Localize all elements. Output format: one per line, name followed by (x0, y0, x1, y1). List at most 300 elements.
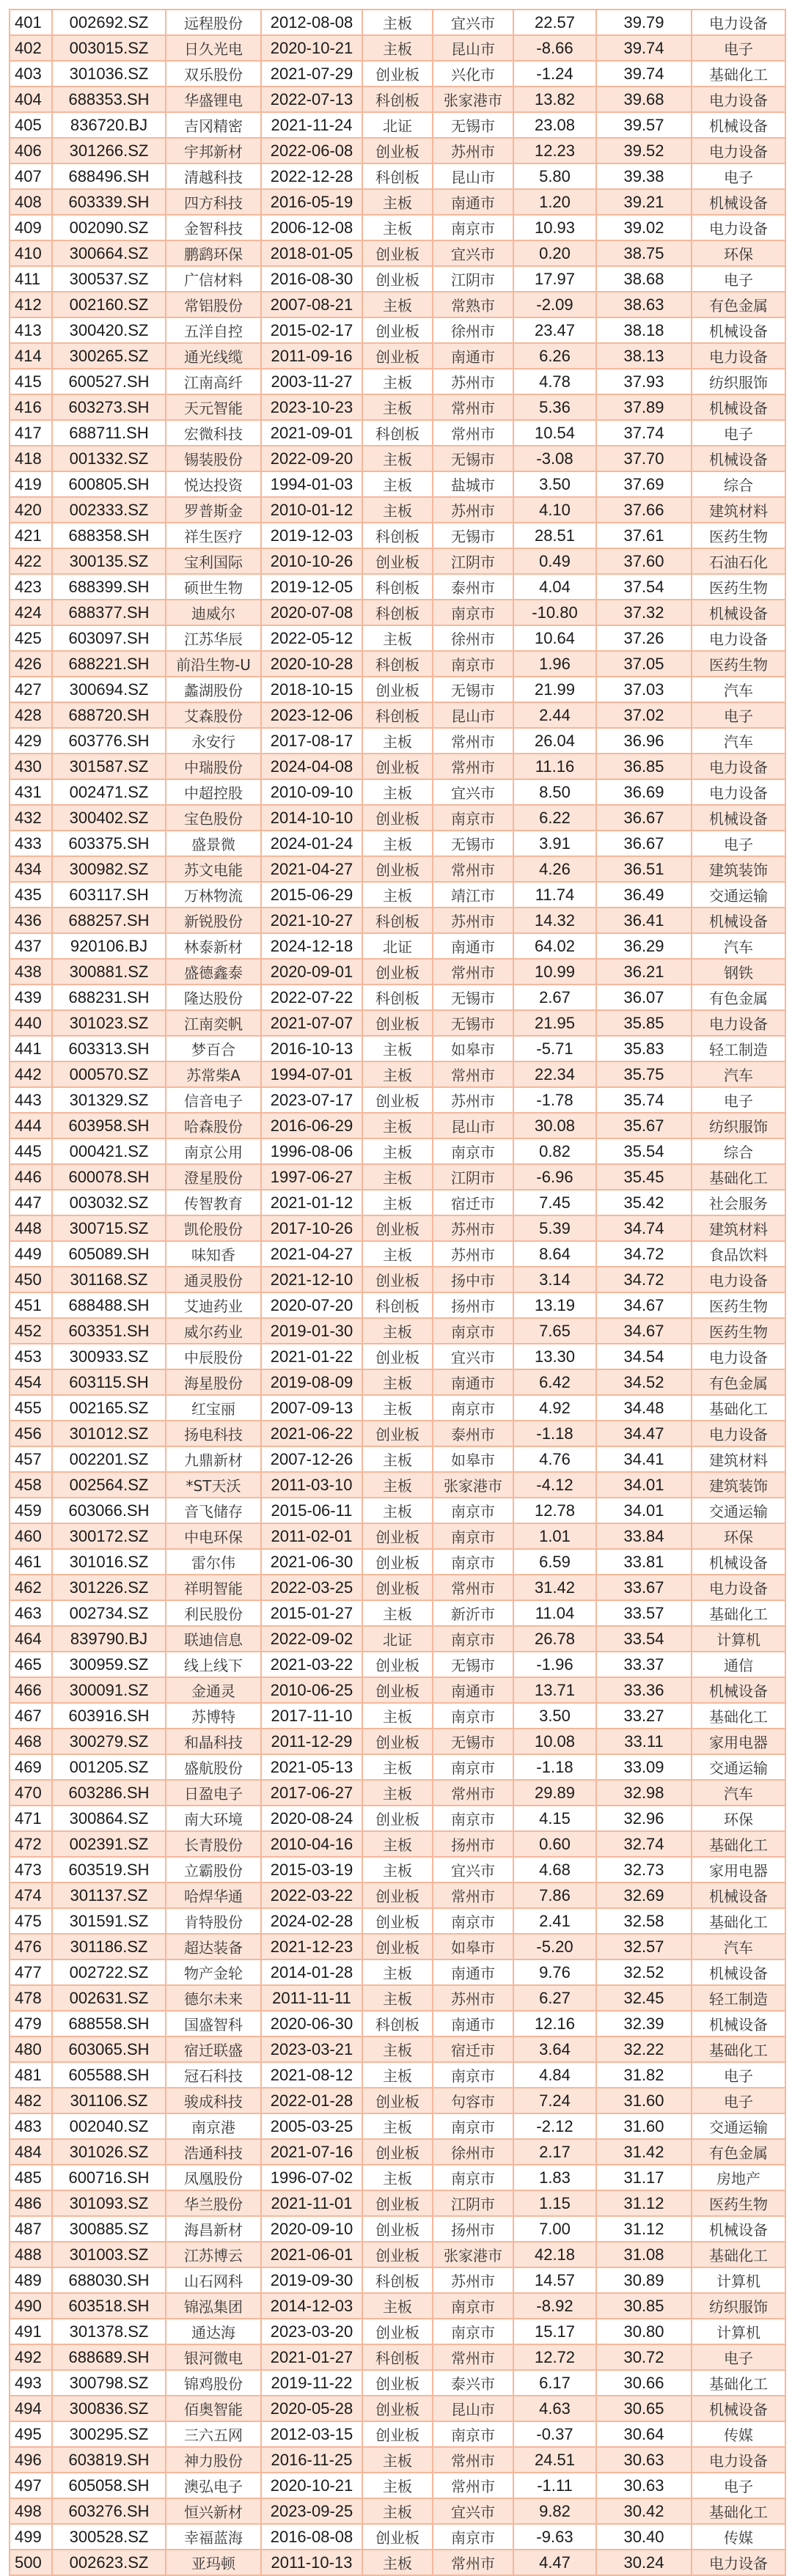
value-a-cell: 4.84 (513, 2062, 596, 2088)
value-a-cell: 1.15 (513, 2190, 596, 2216)
rank-cell: 423 (10, 574, 52, 600)
value-b-cell: 37.02 (596, 702, 692, 728)
name-cell: 红宝丽 (166, 1395, 261, 1421)
city-cell: 常熟市 (433, 292, 513, 317)
industry-cell: 电子 (692, 2344, 785, 2370)
code-cell: 300091.SZ (52, 1677, 166, 1703)
name-cell: 宝色股份 (166, 805, 261, 831)
value-b-cell: 30.85 (596, 2293, 692, 2319)
value-b-cell: 37.26 (596, 625, 692, 651)
table-row (10, 1600, 785, 1626)
rank-cell: 448 (10, 1215, 52, 1241)
board-cell: 科创板 (362, 985, 433, 1010)
name-cell: 华兰股份 (166, 2190, 261, 2216)
value-b-cell: 35.54 (596, 1138, 692, 1164)
table-row (10, 1780, 785, 1806)
rank-cell: 426 (10, 651, 52, 677)
rank-cell: 401 (10, 10, 52, 35)
rank-cell: 489 (10, 2267, 52, 2293)
industry-cell: 基础化工 (692, 1600, 785, 1626)
code-cell: 000570.SZ (52, 1061, 166, 1087)
city-cell: 宿迁市 (433, 2036, 513, 2062)
value-b-cell: 30.63 (596, 2473, 692, 2498)
city-cell: 南京市 (433, 2524, 513, 2550)
value-a-cell: 2.44 (513, 702, 596, 728)
rank-cell: 428 (10, 702, 52, 728)
table-row (10, 2242, 785, 2267)
rank-cell: 467 (10, 1703, 52, 1729)
board-cell: 创业板 (362, 1883, 433, 1908)
board-cell: 创业板 (362, 266, 433, 292)
city-cell: 昆山市 (433, 163, 513, 189)
list-date-cell: 2020-09-01 (261, 959, 362, 985)
rank-cell: 479 (10, 2011, 52, 2036)
city-cell: 如皋市 (433, 1934, 513, 1959)
city-cell: 徐州市 (433, 317, 513, 343)
industry-cell: 有色金属 (692, 292, 785, 317)
table-row (10, 1498, 785, 1523)
code-cell: 688221.SH (52, 651, 166, 677)
rank-cell: 463 (10, 1600, 52, 1626)
name-cell: 江南奕帆 (166, 1010, 261, 1036)
table-row (10, 369, 785, 394)
industry-cell: 环保 (692, 1523, 785, 1549)
city-cell: 南京市 (433, 2293, 513, 2319)
industry-cell: 基础化工 (692, 2036, 785, 2062)
city-cell: 常州市 (433, 1575, 513, 1600)
rank-cell: 425 (10, 625, 52, 651)
table-row (10, 2036, 785, 2062)
industry-cell: 综合 (692, 1138, 785, 1164)
rank-cell: 481 (10, 2062, 52, 2088)
name-cell: 南京公用 (166, 1138, 261, 1164)
table-row (10, 2447, 785, 2473)
list-date-cell: 2021-06-22 (261, 1421, 362, 1446)
name-cell: 澳弘电子 (166, 2473, 261, 2498)
board-cell: 主板 (362, 1600, 433, 1626)
rank-cell: 453 (10, 1344, 52, 1369)
code-cell: 920106.BJ (52, 933, 166, 959)
industry-cell: 纺织服饰 (692, 2293, 785, 2319)
list-date-cell: 2021-01-12 (261, 1190, 362, 1215)
name-cell: 三六五网 (166, 2421, 261, 2447)
value-b-cell: 37.60 (596, 548, 692, 574)
industry-cell: 汽车 (692, 1934, 785, 1959)
table-row (10, 1652, 785, 1677)
value-a-cell: 4.68 (513, 1857, 596, 1883)
list-date-cell: 2016-08-08 (261, 2524, 362, 2550)
city-cell: 宜兴市 (433, 1857, 513, 1883)
list-date-cell: 1994-01-03 (261, 471, 362, 497)
rank-cell: 473 (10, 1857, 52, 1883)
list-date-cell: 1994-07-01 (261, 1061, 362, 1087)
city-cell: 常州市 (433, 754, 513, 779)
table-row (10, 1292, 785, 1318)
table-row (10, 471, 785, 497)
list-date-cell: 2018-01-05 (261, 240, 362, 266)
rank-cell: 440 (10, 1010, 52, 1036)
table-row (10, 2396, 785, 2421)
city-cell: 南京市 (433, 2421, 513, 2447)
table-row (10, 266, 785, 292)
name-cell: 远程股份 (166, 10, 261, 35)
rank-cell: 475 (10, 1908, 52, 1934)
industry-cell: 电力设备 (692, 2550, 785, 2575)
city-cell: 常州市 (433, 2447, 513, 2473)
value-b-cell: 39.38 (596, 163, 692, 189)
value-a-cell: 6.27 (513, 1985, 596, 2011)
value-b-cell: 34.41 (596, 1446, 692, 1472)
list-date-cell: 2022-07-13 (261, 87, 362, 112)
name-cell: 五洋自控 (166, 317, 261, 343)
name-cell: *ST天沃 (166, 1472, 261, 1498)
code-cell: 301093.SZ (52, 2190, 166, 2216)
code-cell: 301012.SZ (52, 1421, 166, 1446)
value-a-cell: -1.96 (513, 1652, 596, 1677)
rank-cell: 446 (10, 1164, 52, 1190)
value-b-cell: 36.07 (596, 985, 692, 1010)
code-cell: 603958.SH (52, 1113, 166, 1138)
industry-cell: 基础化工 (692, 1908, 785, 1934)
board-cell: 主板 (362, 1857, 433, 1883)
value-a-cell: 5.36 (513, 394, 596, 420)
board-cell: 创业板 (362, 2190, 433, 2216)
value-a-cell: 11.04 (513, 1600, 596, 1626)
value-a-cell: 12.78 (513, 1498, 596, 1523)
code-cell: 002090.SZ (52, 215, 166, 240)
value-b-cell: 30.89 (596, 2267, 692, 2293)
city-cell: 宜兴市 (433, 2498, 513, 2524)
value-b-cell: 30.42 (596, 2498, 692, 2524)
city-cell: 泰州市 (433, 1421, 513, 1446)
value-a-cell: 3.91 (513, 831, 596, 856)
code-cell: 002623.SZ (52, 2550, 166, 2575)
name-cell: 海星股份 (166, 1369, 261, 1395)
board-cell: 科创板 (362, 702, 433, 728)
value-b-cell: 36.85 (596, 754, 692, 779)
rank-cell: 468 (10, 1729, 52, 1754)
city-cell: 扬州市 (433, 1831, 513, 1857)
rank-cell: 491 (10, 2319, 52, 2344)
city-cell: 靖江市 (433, 882, 513, 908)
name-cell: 线上线下 (166, 1652, 261, 1677)
table-row (10, 1190, 785, 1215)
rank-cell: 488 (10, 2242, 52, 2267)
list-date-cell: 2015-06-29 (261, 882, 362, 908)
city-cell: 苏州市 (433, 497, 513, 523)
value-b-cell: 33.11 (596, 1729, 692, 1754)
code-cell: 603819.SH (52, 2447, 166, 2473)
code-cell: 300295.SZ (52, 2421, 166, 2447)
name-cell: 金通灵 (166, 1677, 261, 1703)
list-date-cell: 2021-01-27 (261, 2344, 362, 2370)
board-cell: 主板 (362, 394, 433, 420)
code-cell: 002165.SZ (52, 1395, 166, 1421)
city-cell: 如皋市 (433, 1036, 513, 1061)
city-cell: 昆山市 (433, 702, 513, 728)
city-cell: 苏州市 (433, 138, 513, 163)
code-cell: 688711.SH (52, 420, 166, 446)
list-date-cell: 2023-03-20 (261, 2319, 362, 2344)
city-cell: 泰兴市 (433, 2370, 513, 2396)
name-cell: 凯伦股份 (166, 1215, 261, 1241)
city-cell: 南京市 (433, 1498, 513, 1523)
city-cell: 江阴市 (433, 548, 513, 574)
list-date-cell: 2012-08-08 (261, 10, 362, 35)
city-cell: 南京市 (433, 2113, 513, 2139)
industry-cell: 基础化工 (692, 1395, 785, 1421)
value-b-cell: 30.64 (596, 2421, 692, 2447)
value-b-cell: 38.68 (596, 266, 692, 292)
city-cell: 苏州市 (433, 1215, 513, 1241)
industry-cell: 电力设备 (692, 138, 785, 163)
value-a-cell: 2.17 (513, 2139, 596, 2165)
rank-cell: 457 (10, 1446, 52, 1472)
board-cell: 创业板 (362, 959, 433, 985)
list-date-cell: 2021-07-29 (261, 61, 362, 87)
industry-cell: 基础化工 (692, 1703, 785, 1729)
code-cell: 605058.SH (52, 2473, 166, 2498)
value-a-cell: -1.18 (513, 1754, 596, 1780)
value-b-cell: 38.75 (596, 240, 692, 266)
table-row (10, 87, 785, 112)
code-cell: 603115.SH (52, 1369, 166, 1395)
list-date-cell: 2020-07-20 (261, 1292, 362, 1318)
table-row (10, 1677, 785, 1703)
value-b-cell: 37.61 (596, 523, 692, 548)
list-date-cell: 2021-01-22 (261, 1344, 362, 1369)
list-date-cell: 2020-06-30 (261, 2011, 362, 2036)
list-date-cell: 2011-03-10 (261, 1472, 362, 1498)
rank-cell: 494 (10, 2396, 52, 2421)
city-cell: 昆山市 (433, 35, 513, 61)
table-row (10, 1446, 785, 1472)
name-cell: 和晶科技 (166, 1729, 261, 1754)
code-cell: 300279.SZ (52, 1729, 166, 1754)
code-cell: 603273.SH (52, 394, 166, 420)
table-row (10, 163, 785, 189)
list-date-cell: 2021-09-01 (261, 420, 362, 446)
rank-cell: 444 (10, 1113, 52, 1138)
name-cell: 鹏鹞环保 (166, 240, 261, 266)
table-row (10, 446, 785, 471)
value-b-cell: 30.40 (596, 2524, 692, 2550)
table-row (10, 1369, 785, 1395)
list-date-cell: 2024-01-24 (261, 831, 362, 856)
industry-cell: 电力设备 (692, 625, 785, 651)
list-date-cell: 1997-06-27 (261, 1164, 362, 1190)
list-date-cell: 2020-09-10 (261, 2216, 362, 2242)
value-b-cell: 31.17 (596, 2165, 692, 2190)
value-a-cell: 64.02 (513, 933, 596, 959)
rank-cell: 470 (10, 1780, 52, 1806)
list-date-cell: 2021-05-13 (261, 1754, 362, 1780)
city-cell: 南京市 (433, 1703, 513, 1729)
list-date-cell: 2020-10-28 (261, 651, 362, 677)
city-cell: 无锡市 (433, 677, 513, 702)
value-b-cell: 39.57 (596, 112, 692, 138)
industry-cell: 电力设备 (692, 215, 785, 240)
board-cell: 主板 (362, 1164, 433, 1190)
value-a-cell: 4.78 (513, 369, 596, 394)
board-cell: 科创板 (362, 600, 433, 625)
industry-cell: 电子 (692, 420, 785, 446)
code-cell: 300528.SZ (52, 2524, 166, 2550)
name-cell: 梦百合 (166, 1036, 261, 1061)
city-cell: 徐州市 (433, 2139, 513, 2165)
city-cell: 南京市 (433, 1523, 513, 1549)
table-row (10, 1087, 785, 1113)
rank-cell: 458 (10, 1472, 52, 1498)
value-b-cell: 35.42 (596, 1190, 692, 1215)
city-cell: 苏州市 (433, 908, 513, 933)
rank-cell: 466 (10, 1677, 52, 1703)
value-a-cell: 3.14 (513, 1267, 596, 1292)
city-cell: 无锡市 (433, 446, 513, 471)
name-cell: 日久光电 (166, 35, 261, 61)
industry-cell: 电力设备 (692, 1344, 785, 1369)
industry-cell: 基础化工 (692, 1831, 785, 1857)
industry-cell: 基础化工 (692, 2242, 785, 2267)
rank-cell: 480 (10, 2036, 52, 2062)
code-cell: 003032.SZ (52, 1190, 166, 1215)
rank-cell: 464 (10, 1626, 52, 1652)
value-a-cell: 2.41 (513, 1908, 596, 1934)
city-cell: 宿迁市 (433, 1190, 513, 1215)
rank-cell: 405 (10, 112, 52, 138)
industry-cell: 轻工制造 (692, 1036, 785, 1061)
industry-cell: 汽车 (692, 933, 785, 959)
list-date-cell: 2015-02-17 (261, 317, 362, 343)
table-row (10, 1318, 785, 1344)
industry-cell: 电子 (692, 2062, 785, 2088)
value-a-cell: 13.19 (513, 1292, 596, 1318)
value-b-cell: 39.52 (596, 138, 692, 163)
name-cell: 立霸股份 (166, 1857, 261, 1883)
name-cell: 吉冈精密 (166, 112, 261, 138)
list-date-cell: 2016-11-25 (261, 2447, 362, 2473)
board-cell: 主板 (362, 1754, 433, 1780)
value-b-cell: 37.03 (596, 677, 692, 702)
code-cell: 002564.SZ (52, 1472, 166, 1498)
value-a-cell: 12.16 (513, 2011, 596, 2036)
city-cell: 宜兴市 (433, 779, 513, 805)
value-a-cell: 14.57 (513, 2267, 596, 2293)
table-row (10, 2062, 785, 2088)
value-b-cell: 32.74 (596, 1831, 692, 1857)
value-a-cell: -2.12 (513, 2113, 596, 2139)
industry-cell: 电力设备 (692, 1421, 785, 1446)
board-cell: 创业板 (362, 61, 433, 87)
value-b-cell: 30.72 (596, 2344, 692, 2370)
value-a-cell: 10.54 (513, 420, 596, 446)
board-cell: 创业板 (362, 2396, 433, 2421)
list-date-cell: 2021-04-27 (261, 856, 362, 882)
board-cell: 主板 (362, 2447, 433, 2473)
list-date-cell: 2023-09-25 (261, 2498, 362, 2524)
value-b-cell: 35.45 (596, 1164, 692, 1190)
rank-cell: 402 (10, 35, 52, 61)
board-cell: 主板 (362, 1036, 433, 1061)
board-cell: 创业板 (362, 548, 433, 574)
code-cell: 836720.BJ (52, 112, 166, 138)
table-row (10, 2370, 785, 2396)
value-b-cell: 33.84 (596, 1523, 692, 1549)
name-cell: 雷尔伟 (166, 1549, 261, 1575)
value-b-cell: 35.85 (596, 1010, 692, 1036)
board-cell: 创业板 (362, 2139, 433, 2165)
list-date-cell: 2019-12-03 (261, 523, 362, 548)
board-cell: 科创板 (362, 87, 433, 112)
value-a-cell: 1.20 (513, 189, 596, 215)
code-cell: 300933.SZ (52, 1344, 166, 1369)
table-row (10, 1036, 785, 1061)
table-row (10, 523, 785, 548)
industry-cell: 机械设备 (692, 446, 785, 471)
city-cell: 宜兴市 (433, 1344, 513, 1369)
list-date-cell: 2011-02-01 (261, 1523, 362, 1549)
value-b-cell: 34.47 (596, 1421, 692, 1446)
code-cell: 600716.SH (52, 2165, 166, 2190)
name-cell: 冠石科技 (166, 2062, 261, 2088)
board-cell: 创业板 (362, 2088, 433, 2113)
rank-cell: 429 (10, 728, 52, 754)
board-cell: 科创板 (362, 2011, 433, 2036)
industry-cell: 电力设备 (692, 343, 785, 369)
value-b-cell: 32.58 (596, 1908, 692, 1934)
city-cell: 南京市 (433, 1138, 513, 1164)
list-date-cell: 2016-08-30 (261, 266, 362, 292)
rank-cell: 432 (10, 805, 52, 831)
rank-cell: 417 (10, 420, 52, 446)
industry-cell: 电子 (692, 2473, 785, 2498)
industry-cell: 机械设备 (692, 1883, 785, 1908)
name-cell: 盛航股份 (166, 1754, 261, 1780)
value-b-cell: 39.02 (596, 215, 692, 240)
city-cell: 句容市 (433, 2088, 513, 2113)
code-cell: 600527.SH (52, 369, 166, 394)
industry-cell: 电力设备 (692, 1575, 785, 1600)
code-cell: 301168.SZ (52, 1267, 166, 1292)
code-cell: 300265.SZ (52, 343, 166, 369)
city-cell: 南京市 (433, 1626, 513, 1652)
rank-cell: 407 (10, 163, 52, 189)
name-cell: 哈焊华通 (166, 1883, 261, 1908)
city-cell: 常州市 (433, 856, 513, 882)
board-cell: 主板 (362, 446, 433, 471)
code-cell: 002471.SZ (52, 779, 166, 805)
industry-cell: 交通运输 (692, 1754, 785, 1780)
code-cell: 300881.SZ (52, 959, 166, 985)
value-b-cell: 35.83 (596, 1036, 692, 1061)
city-cell: 常州市 (433, 728, 513, 754)
board-cell: 主板 (362, 2062, 433, 2088)
rank-cell: 414 (10, 343, 52, 369)
rank-cell: 427 (10, 677, 52, 702)
board-cell: 主板 (362, 1959, 433, 1985)
value-b-cell: 32.98 (596, 1780, 692, 1806)
value-b-cell: 37.74 (596, 420, 692, 446)
board-cell: 创业板 (362, 1421, 433, 1446)
value-a-cell: 9.76 (513, 1959, 596, 1985)
code-cell: 300885.SZ (52, 2216, 166, 2242)
board-cell: 主板 (362, 1703, 433, 1729)
code-cell: 600805.SH (52, 471, 166, 497)
city-cell: 新沂市 (433, 1600, 513, 1626)
city-cell: 南通市 (433, 933, 513, 959)
list-date-cell: 2021-11-01 (261, 2190, 362, 2216)
industry-cell: 医药生物 (692, 574, 785, 600)
